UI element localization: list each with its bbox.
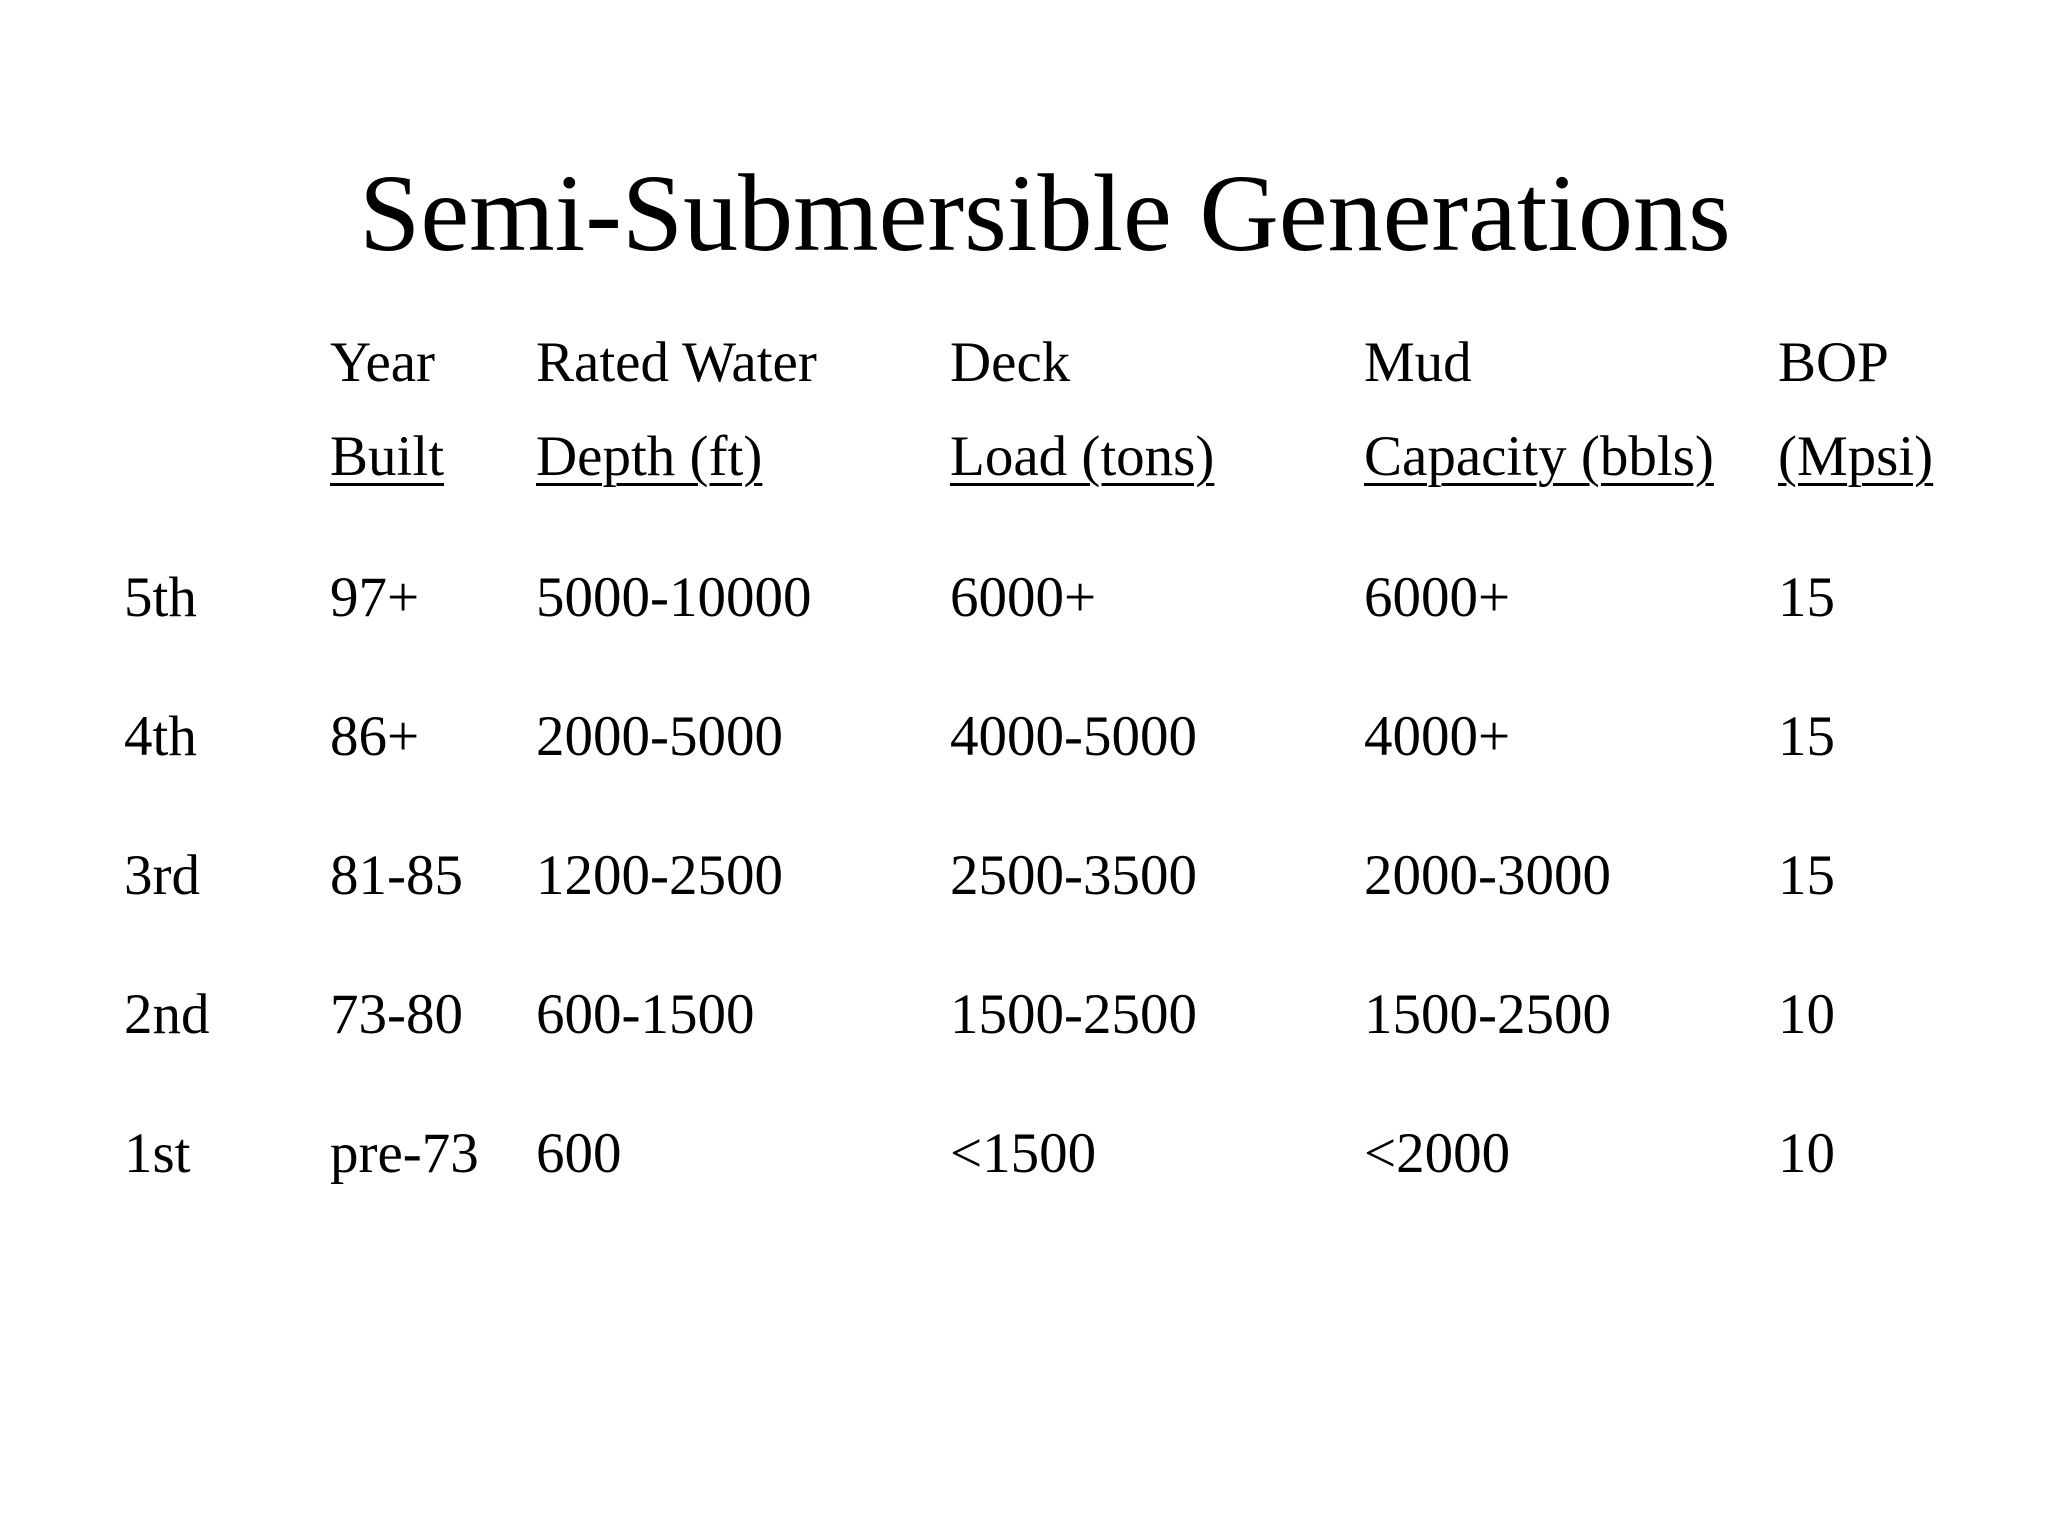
row-generation: 3rd bbox=[124, 844, 200, 907]
row-generation: 2nd bbox=[124, 983, 210, 1046]
slide-title: Semi-Submersible Generations bbox=[359, 152, 1731, 274]
header-rated-water: Rated Water bbox=[536, 331, 817, 394]
row-mud-capacity: 4000+ bbox=[1364, 705, 1511, 768]
row-deck-load: 4000-5000 bbox=[950, 705, 1197, 768]
header-load: Load (tons) bbox=[950, 425, 1215, 488]
row-bop: 15 bbox=[1778, 566, 1835, 629]
row-bop: 15 bbox=[1778, 844, 1835, 907]
row-deck-load: <1500 bbox=[950, 1122, 1097, 1185]
row-year-built: 97+ bbox=[330, 566, 420, 629]
row-water-depth: 600 bbox=[536, 1122, 622, 1185]
row-year-built: pre-73 bbox=[330, 1122, 479, 1185]
row-generation: 4th bbox=[124, 705, 197, 768]
row-mud-capacity: 2000-3000 bbox=[1364, 844, 1611, 907]
row-water-depth: 600-1500 bbox=[536, 983, 755, 1046]
row-bop: 10 bbox=[1778, 1122, 1835, 1185]
header-depth: Depth (ft) bbox=[536, 425, 763, 488]
row-deck-load: 1500-2500 bbox=[950, 983, 1197, 1046]
row-year-built: 73-80 bbox=[330, 983, 463, 1046]
row-year-built: 81-85 bbox=[330, 844, 463, 907]
header-year: Year bbox=[330, 331, 436, 394]
row-generation: 5th bbox=[124, 566, 197, 629]
header-deck: Deck bbox=[950, 331, 1071, 394]
row-water-depth: 5000-10000 bbox=[536, 566, 812, 629]
row-year-built: 86+ bbox=[330, 705, 420, 768]
header-capacity: Capacity (bbls) bbox=[1364, 425, 1714, 488]
row-water-depth: 2000-5000 bbox=[536, 705, 783, 768]
row-bop: 15 bbox=[1778, 705, 1835, 768]
row-generation: 1st bbox=[124, 1122, 191, 1185]
header-built: Built bbox=[330, 425, 445, 488]
row-mud-capacity: 6000+ bbox=[1364, 566, 1511, 629]
row-water-depth: 1200-2500 bbox=[536, 844, 783, 907]
row-bop: 10 bbox=[1778, 983, 1835, 1046]
header-bop: BOP bbox=[1778, 331, 1889, 394]
row-deck-load: 6000+ bbox=[950, 566, 1097, 629]
row-mud-capacity: 1500-2500 bbox=[1364, 983, 1611, 1046]
row-deck-load: 2500-3500 bbox=[950, 844, 1197, 907]
row-mud-capacity: <2000 bbox=[1364, 1122, 1511, 1185]
header-mud: Mud bbox=[1364, 331, 1472, 394]
header-mpsi: (Mpsi) bbox=[1778, 425, 1934, 488]
